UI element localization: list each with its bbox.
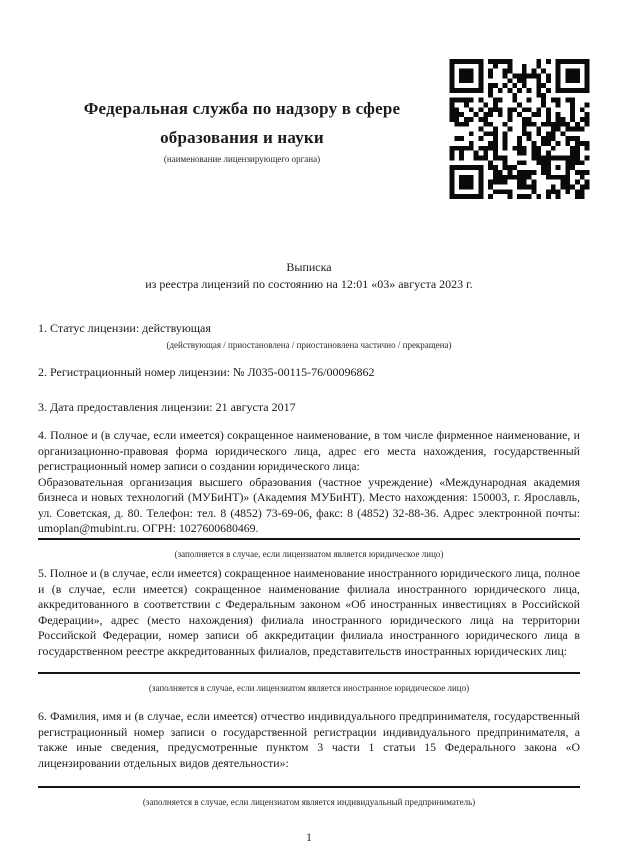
page-number: 1 — [306, 832, 312, 844]
authority-name-line2: образования и науки — [160, 128, 324, 147]
blank-line — [38, 786, 580, 788]
legal-entity-caption: (заполняется в случае, если лицензиатом является юридическое лицо) — [174, 548, 444, 559]
qr-code-icon — [449, 59, 590, 199]
section-license-status — [38, 320, 580, 351]
licensing-authority-header — [0, 94, 484, 165]
registration-number-text: 2. Регистрационный номер лицензии: № Л035-00115-76/00096862 — [38, 365, 375, 379]
document-title — [38, 259, 580, 293]
license-status-text: 1. Статус лицензии: действующая — [38, 321, 211, 335]
authority-caption: (наименование лицензирующего органа) — [163, 154, 321, 164]
section-license-date — [38, 399, 580, 415]
section-foreign-entity — [38, 566, 580, 694]
foreign-entity-label: 5. Полное и (в случае, если имеется) сокращенное наименование иностранного юридического лица, полное и (в случае, если имеется) сокращенное наименование филиала иностранного юридического лица, аккредитованного в соответствии с Федеральным законом «Об иностранных инвестициях в Российской Федерации», адрес (место нахождения) филиала иностранного юридического лица на территории Российской Федерации, номер записи об аккредитации филиала иностранного юридического лица в государственном реестре аккредитованных филиалов, представительств иностранных юридических лиц: — [38, 566, 580, 658]
individual-entrepreneur-label: 6. Фамилия, имя и (в случае, если имеется) отчество индивидуального предпринимателя, государственный регистрационный номер записи о государственной регистрации индивидуального предпринимателя, а также иные сведения, предусмотренные пунктом 3 части 1 статьи 15 Федерального закона «О лицензировании отдельных видов деятельности»: — [38, 709, 580, 770]
individual-entrepreneur-caption: (заполняется в случае, если лицензиатом является индивидуальный предприниматель) — [142, 797, 476, 807]
legal-entity-value: Образовательная организация высшего образования (частное учреждение) «Международная академия бизнеса и новых технологий (МУБиНТ)» (Академия МУБиНТ). Место нахождения: 150003, г. Ярославль, ул. Советская, д. 80. Телефон: тел. 8 (4852) 73-69-06, факс: 8 (4852) 32-88-36. Адрес электронной почты: umoplan@mubint.ru. ОГРН: 1027600680469. — [38, 474, 580, 535]
foreign-entity-caption: (заполняется в случае, если лицензиатом является иностранное юридическое лицо) — [148, 683, 470, 693]
legal-entity-label: 4. Полное и (в случае, если имеется) сокращенное наименование, в том числе фирменное наименование, и организационно-правовая форма юридического лица, адрес его места нахождения, государственный регистрационный номер записи о создании юридического лица: — [38, 428, 580, 473]
license-date-text: 3. Дата предоставления лицензии: 21 августа 2017 — [38, 400, 296, 414]
authority-name-line1: Федеральная служба по надзору в сфере — [83, 99, 401, 118]
license-status-caption: (действующая / приостановлена / приостановлена частично / прекращена) — [166, 340, 452, 350]
blank-line — [38, 672, 580, 674]
section-legal-entity — [38, 428, 580, 560]
title-line2: из реестра лицензий по состоянию на 12:01 «03» августа 2023 г. — [145, 277, 473, 291]
blank-line — [38, 538, 580, 540]
title-line1: Выписка — [286, 260, 332, 274]
section-individual-entrepreneur — [38, 709, 580, 808]
section-registration-number — [38, 364, 580, 380]
